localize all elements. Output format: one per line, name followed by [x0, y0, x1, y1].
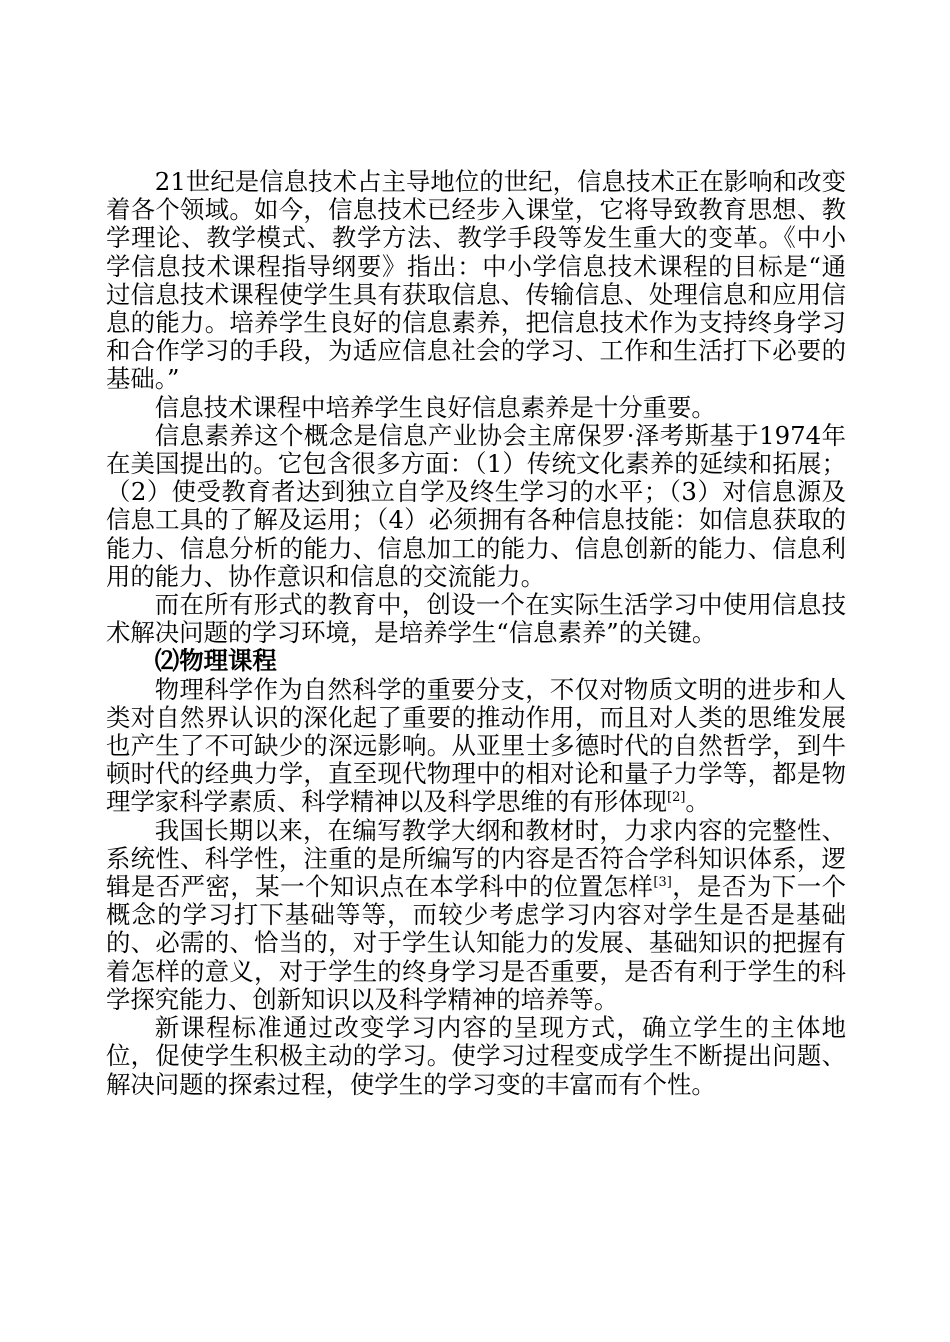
paragraph-text: 。 — [685, 787, 710, 817]
paragraph-info-literacy-importance: 信息技术课程中培养学生良好信息素养是十分重要。 — [154, 392, 716, 422]
paragraph-text: 我国长期以来，在编写教学大纲和教材时，力求内容的完整性、系统性、科学性，注重的是所编写的内容是否符合学科知识体系，逻辑是否严密，某一个知识点在本学科中的位置怎样 — [106, 815, 846, 902]
paragraph-info-literacy-concept: 信息素养这个概念是信息产业协会主席保罗·泽考斯基于1974年在美国提出的。它包含很多方面：（1）传统文化素养的延续和拓展；（2）使受教育者达到独立自学及终生学习的水平；（3）对信息源及信息工具的了解及运用；（4）必须拥有各种信息技能：如信息获取的能力、信息分析的能力、信息加工的能力、信息创新的能力、信息利用的能力、协作意识和信息的交流能力。 — [106, 420, 846, 591]
document-body — [106, 168, 846, 1099]
paragraph-text: 物理科学作为自然科学的重要分支，不仅对物质文明的进步和人类对自然界认识的深化起了重要的推动作用，而且对人类的思维发展也产生了不可缺少的深远影响。从亚里士多德时代的自然哲学，到牛顿时代的经典力学，直至现代物理中的相对论和量子力学等，都是物理学家科学素质、科学精神以及科学思维的有形体现 — [106, 674, 846, 817]
citation-ref-2: [2] — [667, 790, 686, 806]
paragraph-learning-environment: 而在所有形式的教育中，创设一个在实际生活学习中使用信息技术解决问题的学习环境，是培养学生“信息素养”的关键。 — [106, 590, 846, 648]
citation-ref-3: [3] — [653, 874, 672, 890]
paragraph-info-tech-intro: 21世纪是信息技术占主导地位的世纪，信息技术正在影响和改变着各个领域。如今，信息技术已经步入课堂，它将导致教育思想、教学理论、教学模式、教学方法、教学手段等发生重大的变革。《中小学信息技术课程指导纲要》指出：中小学信息技术课程的目标是“通过信息技术课程使学生具有获取信息、传输信息、处理信息和应用信息的能力。培养学生良好的信息素养，把信息技术作为支持终身学习和合作学习的手段，为适应信息社会的学习、工作和生活打下必要的基础。” — [106, 167, 846, 394]
section-heading-physics: ⑵物理课程 — [154, 646, 277, 676]
paragraph-curriculum-history — [106, 817, 846, 1014]
paragraph-new-curriculum: 新课程标准通过改变学习内容的呈现方式，确立学生的主体地位，促使学生积极主动的学习。使学习过程变成学生不断提出问题、解决问题的探索过程，使学生的学习变的丰富而有个性。 — [106, 1013, 846, 1099]
paragraph-text: ，是否为下一个概念的学习打下基础等等，而较少考虑学习内容对学生是否是基础的、必需的、恰当的，对于学生认知能力的发展、基础知识的把握有着怎样的意义，对于学生的终身学习是否重要，是否有利于学生的科学探究能力、创新知识以及科学精神的培养等。 — [106, 872, 846, 1014]
paragraph-physics-science — [106, 676, 846, 817]
